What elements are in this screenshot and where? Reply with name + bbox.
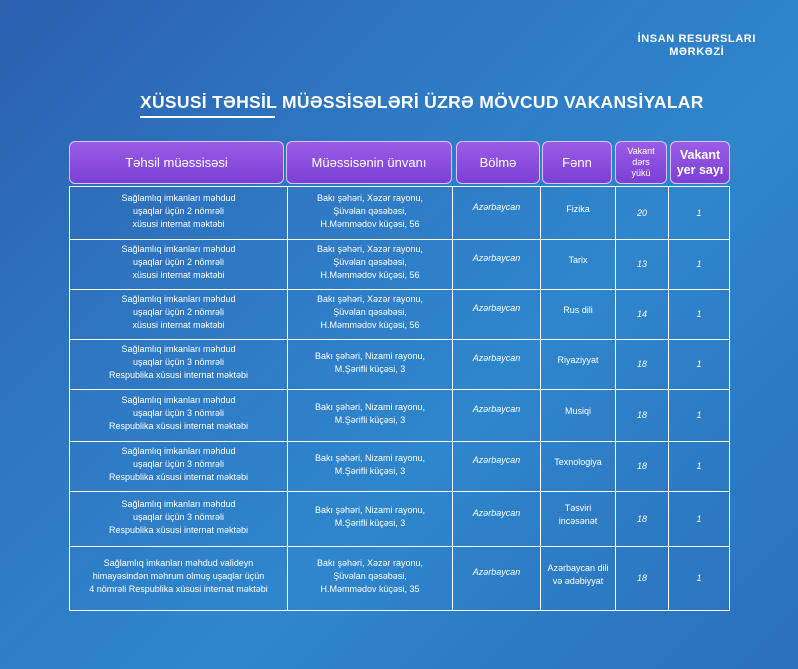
institution-cell-line: xüsusi internat məktəbi [132, 218, 225, 229]
address-cell [287, 442, 452, 491]
institution-cell [70, 340, 287, 389]
address-cell-line: Bakı şəhəri, Xəzər rayonu, [316, 294, 424, 304]
subject-cell-line: incəsənət [558, 516, 598, 526]
vacant-count-cell [668, 187, 729, 239]
vacant-load-cell [615, 390, 668, 441]
institution-cell-line: Sağlamlıq imkanları məhdud [121, 294, 236, 304]
address-cell [287, 240, 452, 289]
header-address: Müəssisənin ünvanı [286, 141, 452, 184]
section-cell [452, 187, 540, 239]
institution-cell [70, 187, 287, 239]
vacant-count-cell [668, 240, 729, 289]
header-vacant-count-line-2: yer sayı [676, 162, 724, 177]
institution-cell-line: xüsusi internat məktəbi [132, 320, 225, 330]
page-title: XÜSUSİ TƏHSİL MÜƏSSİSƏLƏRİ ÜZRƏ MÖVCUD VAKANSİYALAR [140, 92, 704, 112]
header-vacant-load-line-2: dərs [632, 157, 650, 167]
vacant-count-cell [668, 390, 729, 441]
subject-cell-line: Təsviri [564, 503, 592, 513]
header-vacant-load-line-3: yükü [631, 168, 651, 178]
address-cell [287, 390, 452, 441]
subject-cell [540, 442, 615, 491]
section-cell-text: Azərbaycan [472, 253, 521, 263]
institution-cell-line: Respublika xüsusi internat məktəbi [108, 472, 249, 482]
address-cell-line: Bakı şəhəri, Nizami rayonu, [314, 401, 426, 412]
vacant-load-cell [615, 187, 668, 239]
subject-cell-line: Fizika [566, 203, 590, 214]
section-cell-text: Azərbaycan [472, 455, 521, 465]
section-cell-text: Azərbaycan [472, 404, 521, 414]
institution-cell [70, 240, 287, 289]
table-row [70, 240, 729, 290]
subject-cell-line: Musiqi [564, 406, 591, 416]
logo-line-1: İNSAN RESURSLARI [637, 33, 756, 45]
table-row [70, 547, 729, 610]
address-cell [287, 340, 452, 389]
vacant-load-cell [615, 290, 668, 339]
header-vacant-load-line-1: Vakant [627, 146, 655, 156]
institution-cell-line: Sağlamlıq imkanları məhdud [121, 446, 236, 456]
subject-cell-line: Texnologiya [554, 457, 602, 467]
address-cell [287, 187, 452, 239]
logo-line-2: MƏRKƏZİ [669, 46, 725, 58]
institution-cell-line: Sağlamlıq imkanları məhdud [121, 395, 236, 405]
institution-cell [70, 547, 287, 610]
vacant-load-cell-text: 18 [636, 410, 647, 420]
vacant-count-cell-text: 1 [696, 410, 702, 420]
logo [638, 33, 756, 59]
address-cell-line: Şüvəlan qəsəbəsi, [333, 571, 407, 581]
address-cell-line: Şüvəlan qəsəbəsi, [333, 257, 407, 267]
vacancy-table [69, 186, 730, 611]
header-vacant-load [615, 141, 667, 184]
table-row [70, 492, 729, 547]
section-cell-text: Azərbaycan [472, 507, 521, 518]
address-cell-line: M.Şərifli küçəsi, 3 [334, 518, 406, 528]
address-cell-line: Şüvəlan qəsəbəsi, [333, 307, 407, 317]
institution-cell-line: uşaqlar üçün 3 nömrəli [132, 511, 225, 522]
section-cell [452, 492, 540, 546]
header-subject: Fənn [542, 141, 612, 184]
table-row [70, 340, 729, 390]
address-cell [287, 290, 452, 339]
subject-cell [540, 240, 615, 289]
table-row [70, 290, 729, 340]
vacant-load-cell-text: 13 [636, 259, 647, 269]
vacant-count-cell [668, 492, 729, 546]
vacant-count-cell-text: 1 [696, 207, 702, 218]
institution-cell [70, 442, 287, 491]
section-cell-text: Azərbaycan [472, 303, 521, 313]
vacant-load-cell [615, 492, 668, 546]
institution-cell-line: xüsusi internat məktəbi [132, 270, 225, 280]
vacant-load-cell-text: 18 [636, 513, 647, 524]
institution-cell-line: Respublika xüsusi internat məktəbi [108, 370, 249, 380]
table-row [70, 442, 729, 492]
subject-cell [540, 187, 615, 239]
table-row [70, 187, 729, 240]
section-cell [452, 240, 540, 289]
address-cell-line: H.Məmmədov küçəsi, 56 [320, 320, 420, 330]
institution-cell-line: himayəsindən məhrum olmuş uşaqlar üçün [92, 571, 265, 581]
vacant-load-cell-text: 18 [636, 359, 647, 369]
institution-cell-line: uşaqlar üçün 3 nömrəli [132, 357, 225, 367]
address-cell-line: Bakı şəhəri, Xəzər rayonu, [316, 192, 424, 203]
institution-cell [70, 492, 287, 546]
institution-cell-line: 4 nömrəli Respublika xüsusi internat məktəbi [89, 584, 268, 594]
header-vacant-count-line-1: Vakant [679, 147, 721, 162]
vacant-load-cell [615, 442, 668, 491]
institution-cell [70, 390, 287, 441]
address-cell-line: Bakı şəhəri, Xəzər rayonu, [316, 558, 424, 568]
institution-cell-line: uşaqlar üçün 2 nömrəli [132, 307, 225, 317]
vacant-count-cell-text: 1 [696, 309, 702, 319]
address-cell-line: H.Məmmədov küçəsi, 35 [320, 584, 420, 594]
section-cell [452, 442, 540, 491]
vacant-load-cell-text: 18 [636, 461, 647, 471]
vacant-load-cell-text: 20 [636, 207, 647, 218]
section-cell-text: Azərbaycan [472, 567, 521, 577]
institution-cell-line: uşaqlar üçün 2 nömrəli [132, 257, 225, 267]
subject-cell [540, 340, 615, 389]
address-cell-line: H.Məmmədov küçəsi, 56 [320, 270, 420, 280]
vacant-load-cell-text: 18 [636, 573, 647, 583]
subject-cell-line: Tarix [568, 255, 588, 265]
section-cell [452, 290, 540, 339]
address-cell-line: Şüvəlan qəsəbəsi, [333, 205, 407, 216]
header-section: Bölmə [456, 141, 540, 184]
vacant-load-cell [615, 240, 668, 289]
subject-cell [540, 290, 615, 339]
institution-cell-line: Sağlamlıq imkanları məhdud [121, 344, 236, 354]
section-cell-text: Azərbaycan [472, 201, 521, 212]
address-cell-line: Bakı şəhəri, Xəzər rayonu, [316, 244, 424, 254]
vacant-count-cell-text: 1 [696, 359, 702, 369]
vacant-count-cell-text: 1 [696, 573, 702, 583]
institution-cell-line: Sağlamlıq imkanları məhdud valideyn [103, 558, 254, 568]
vacant-load-cell-text: 14 [636, 309, 647, 319]
vacant-load-cell [615, 547, 668, 610]
subject-cell-line: Riyaziyyat [557, 355, 599, 365]
address-cell-line: M.Şərifli küçəsi, 3 [334, 465, 406, 476]
address-cell-line: Bakı şəhəri, Nizami rayonu, [314, 452, 426, 463]
vacant-count-cell [668, 442, 729, 491]
institution-cell-line: Respublika xüsusi internat məktəbi [108, 421, 249, 431]
address-cell-line: M.Şərifli küçəsi, 3 [334, 363, 406, 374]
institution-cell-line: uşaqlar üçün 3 nömrəli [132, 459, 225, 469]
institution-cell-line: uşaqlar üçün 3 nömrəli [132, 408, 225, 418]
subject-cell [540, 492, 615, 546]
vacant-load-cell [615, 340, 668, 389]
institution-cell-line: Respublika xüsusi internat məktəbi [108, 524, 249, 535]
subject-cell [540, 390, 615, 441]
subject-cell [540, 547, 615, 610]
section-cell [452, 340, 540, 389]
address-cell-line: H.Məmmədov küçəsi, 56 [320, 218, 420, 229]
subject-cell-line: Rus dili [563, 305, 593, 315]
address-cell-line: Bakı şəhəri, Nizami rayonu, [314, 350, 426, 361]
address-cell [287, 547, 452, 610]
institution-cell-line: Sağlamlıq imkanları məhdud [121, 498, 236, 509]
header-vacant-count [670, 141, 730, 184]
institution-cell-line: Sağlamlıq imkanları məhdud [121, 192, 236, 203]
vacant-count-cell [668, 340, 729, 389]
institution-cell-line: uşaqlar üçün 2 nömrəli [132, 205, 225, 216]
header-institution: Təhsil müəssisəsi [69, 141, 284, 184]
vacant-count-cell [668, 290, 729, 339]
title-underline [140, 116, 275, 118]
address-cell-line: M.Şərifli küçəsi, 3 [334, 414, 406, 425]
institution-cell [70, 290, 287, 339]
section-cell-text: Azərbaycan [472, 353, 521, 363]
section-cell [452, 547, 540, 610]
vacant-count-cell-text: 1 [696, 461, 702, 471]
address-cell [287, 492, 452, 546]
vacant-count-cell [668, 547, 729, 610]
address-cell-line: Bakı şəhəri, Nizami rayonu, [314, 505, 426, 515]
vacant-count-cell-text: 1 [696, 513, 702, 524]
institution-cell-line: Sağlamlıq imkanları məhdud [121, 244, 236, 254]
table-row [70, 390, 729, 442]
section-cell [452, 390, 540, 441]
subject-cell-line: Azərbaycan dili [547, 562, 609, 573]
vacant-count-cell-text: 1 [696, 259, 702, 269]
subject-cell-line: və ədəbiyyat [552, 575, 604, 586]
